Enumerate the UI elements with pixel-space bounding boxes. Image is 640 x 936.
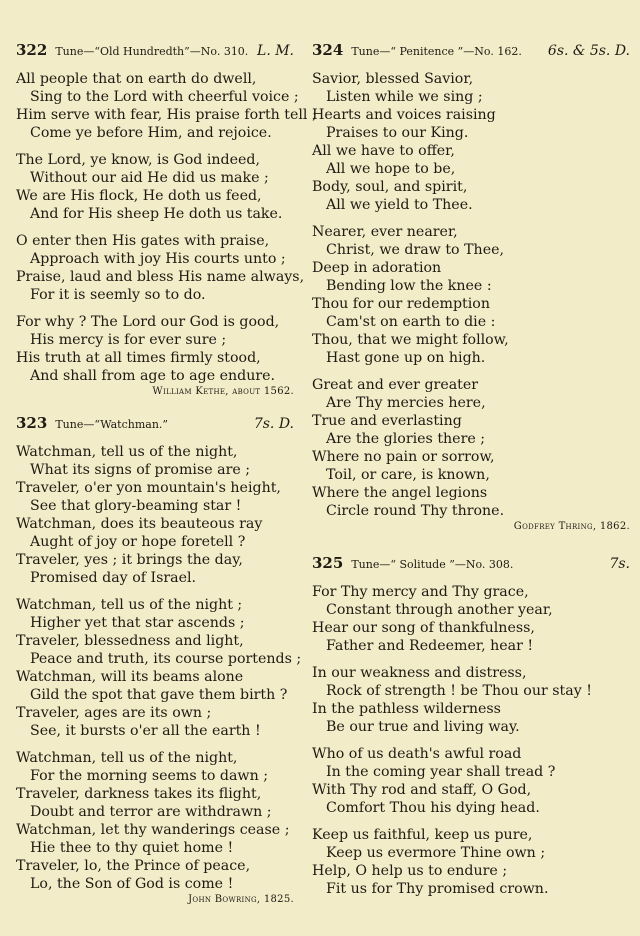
verse-line: Comfort Thou his dying head.: [326, 800, 540, 816]
verse-line: Traveler, lo, the Prince of peace,: [16, 858, 251, 874]
verse-line: In the coming year shall tread ?: [326, 764, 556, 780]
verse-line: Nearer, ever nearer,: [312, 224, 458, 240]
verse-line: Where no pain or sorrow,: [312, 449, 495, 465]
verse-line: And for His sheep He doth us take.: [30, 206, 283, 222]
verse-line: Keep us evermore Thine own ;: [326, 845, 546, 861]
stanza: [16, 232, 305, 304]
verse-line: For why ? The Lord our God is good,: [16, 314, 280, 330]
verse-line: Peace and truth, its course portends ;: [30, 651, 302, 667]
stanza: [16, 443, 294, 587]
verse-line: Great and ever greater: [312, 377, 479, 393]
tune-name: Tune—“ Solitude ”—No. 308.: [351, 558, 514, 571]
verse-line: All people that on earth do dwell,: [16, 71, 257, 87]
verse-line: Watchman, will its beams alone: [16, 669, 244, 685]
verse-line: See, it bursts o'er all the earth !: [30, 723, 261, 739]
verse-line: Praise, laud and bless His name always,: [16, 269, 305, 285]
tune-name: Tune—“Watchman.”: [55, 418, 169, 431]
verse-line: Father and Redeemer, hear !: [326, 638, 534, 654]
stanza: [312, 70, 630, 214]
stanza: [16, 70, 317, 142]
verse-line: Christ, we draw to Thee,: [326, 242, 504, 258]
hymn-number: 323: [16, 414, 48, 432]
author-credit: Godfrey Thring, 1862.: [513, 521, 630, 532]
verse-line: What its signs of promise are ;: [30, 462, 251, 478]
hymn-header: [16, 414, 294, 434]
verse-line: Higher yet that star ascends ;: [30, 615, 245, 631]
verse-line: Constant through another year,: [326, 602, 553, 618]
verse-line: Watchman, does its beauteous ray: [16, 516, 263, 532]
stanza: [16, 596, 302, 740]
hymn-324: [312, 41, 630, 532]
meter: 7s.: [609, 556, 630, 572]
verse-line: Watchman, tell us of the night,: [16, 444, 238, 460]
verse-line: For the morning seems to dawn ;: [30, 768, 269, 784]
verse-line: Hear our song of thankfulness,: [312, 620, 535, 636]
verse-line: Traveler, darkness takes its flight,: [16, 786, 262, 802]
verse-line: Hast gone up on high.: [326, 350, 486, 366]
hymn-header: [312, 41, 630, 61]
verse-line: See that glory-beaming star !: [30, 498, 242, 514]
stanza: [16, 313, 294, 385]
verse-line: His truth at all times firmly stood,: [16, 350, 261, 366]
verse-line: Where the angel legions: [312, 485, 488, 501]
verse-line: His mercy is for ever sure ;: [30, 332, 227, 348]
verse-line: O enter then His gates with praise,: [16, 233, 270, 249]
verse-line: Who of us death's awful road: [312, 746, 522, 762]
hymn-325: [312, 554, 630, 898]
hymn-header: [16, 41, 294, 61]
verse-line: Traveler, ages are its own ;: [16, 705, 212, 721]
verse-line: Watchman, let thy wanderings cease ;: [16, 822, 290, 838]
hymn-323: [16, 414, 302, 905]
stanza: [16, 749, 294, 893]
verse-line: Traveler, o'er yon mountain's height,: [16, 480, 281, 496]
verse-line: Him serve with fear, His praise forth tell ;: [16, 107, 317, 123]
author-credit: John Bowring, 1825.: [188, 894, 294, 905]
stanza: [312, 826, 630, 898]
hymn-number: 325: [312, 554, 344, 572]
verse-line: Watchman, tell us of the night ;: [16, 597, 243, 613]
verse-line: Come ye before Him, and rejoice.: [30, 125, 272, 141]
verse-line: All we hope to be,: [326, 161, 456, 177]
verse-line: Thou for our redemption: [312, 296, 490, 312]
verse-line: Hearts and voices raising: [312, 107, 496, 123]
verse-line: Without our aid He did us make ;: [30, 170, 269, 186]
verse-line: In our weakness and distress,: [312, 665, 527, 681]
verse-line: All we yield to Thee.: [326, 197, 473, 213]
verse-line: For Thy mercy and Thy grace,: [312, 584, 529, 600]
tune-name: Tune—“ Penitence ”—No. 162.: [351, 45, 522, 58]
verse-line: Praises to our King.: [326, 125, 469, 141]
hymn-header: [312, 554, 630, 574]
verse-line: Are the glories there ;: [326, 431, 486, 447]
verse-line: Cam'st on earth to die :: [326, 314, 496, 330]
verse-line: For it is seemly so to do.: [30, 287, 206, 303]
author-credit: William Kethe, about 1562.: [152, 386, 294, 397]
verse-line: Be our true and living way.: [326, 719, 520, 735]
verse-line: All we have to offer,: [312, 143, 455, 159]
verse-line: Bending low the knee :: [326, 278, 492, 294]
verse-line: Watchman, tell us of the night,: [16, 750, 238, 766]
verse-line: Listen while we sing ;: [326, 89, 483, 105]
verse-line: Traveler, blessedness and light,: [16, 633, 244, 649]
verse-line: The Lord, ye know, is God indeed,: [16, 152, 260, 168]
stanza: [312, 745, 630, 817]
stanza: [312, 583, 630, 655]
verse-line: Hie thee to thy quiet home !: [30, 840, 234, 856]
verse-line: Rock of strength ! be Thou our stay !: [326, 683, 592, 699]
tune-name: Tune—“Old Hundredth”—No. 310.: [55, 45, 249, 58]
verse-line: Are Thy mercies here,: [326, 395, 486, 411]
stanza: [312, 376, 630, 520]
verse-line: Toil, or care, is known,: [326, 467, 490, 483]
hymn-number: 324: [312, 41, 344, 59]
meter: 6s. & 5s. D.: [547, 43, 630, 59]
verse-line: Circle round Thy throne.: [326, 503, 505, 519]
hymn-number: 322: [16, 41, 48, 59]
verse-line: Gild the spot that gave them birth ?: [30, 687, 288, 703]
meter: L. M.: [257, 43, 294, 59]
stanza: [16, 151, 294, 223]
verse-line: Fit us for Thy promised crown.: [326, 881, 549, 897]
verse-line: Sing to the Lord with cheerful voice ;: [30, 89, 299, 105]
verse-line: In the pathless wilderness: [312, 701, 501, 717]
verse-line: Promised day of Israel.: [30, 570, 197, 586]
stanza: [312, 223, 630, 367]
verse-line: True and everlasting: [312, 413, 462, 429]
verse-line: Approach with joy His courts unto ;: [30, 251, 286, 267]
verse-line: Lo, the Son of God is come !: [30, 876, 234, 892]
verse-line: Thou, that we might follow,: [312, 332, 509, 348]
verse-line: And shall from age to age endure.: [30, 368, 276, 384]
verse-line: Body, soul, and spirit,: [312, 179, 468, 195]
meter: 7s. D.: [253, 416, 294, 432]
verse-line: Keep us faithful, keep us pure,: [312, 827, 533, 843]
verse-line: Traveler, yes ; it brings the day,: [16, 552, 243, 568]
hymn-322: [16, 41, 317, 397]
verse-line: We are His flock, He doth us feed,: [16, 188, 262, 204]
verse-line: Deep in adoration: [312, 260, 442, 276]
stanza: [312, 664, 630, 736]
verse-line: Help, O help us to endure ;: [312, 863, 508, 879]
verse-line: Doubt and terror are withdrawn ;: [30, 804, 272, 820]
verse-line: Aught of joy or hope foretell ?: [30, 534, 246, 550]
verse-line: With Thy rod and staff, O God,: [312, 782, 532, 798]
verse-line: Savior, blessed Savior,: [312, 71, 474, 87]
